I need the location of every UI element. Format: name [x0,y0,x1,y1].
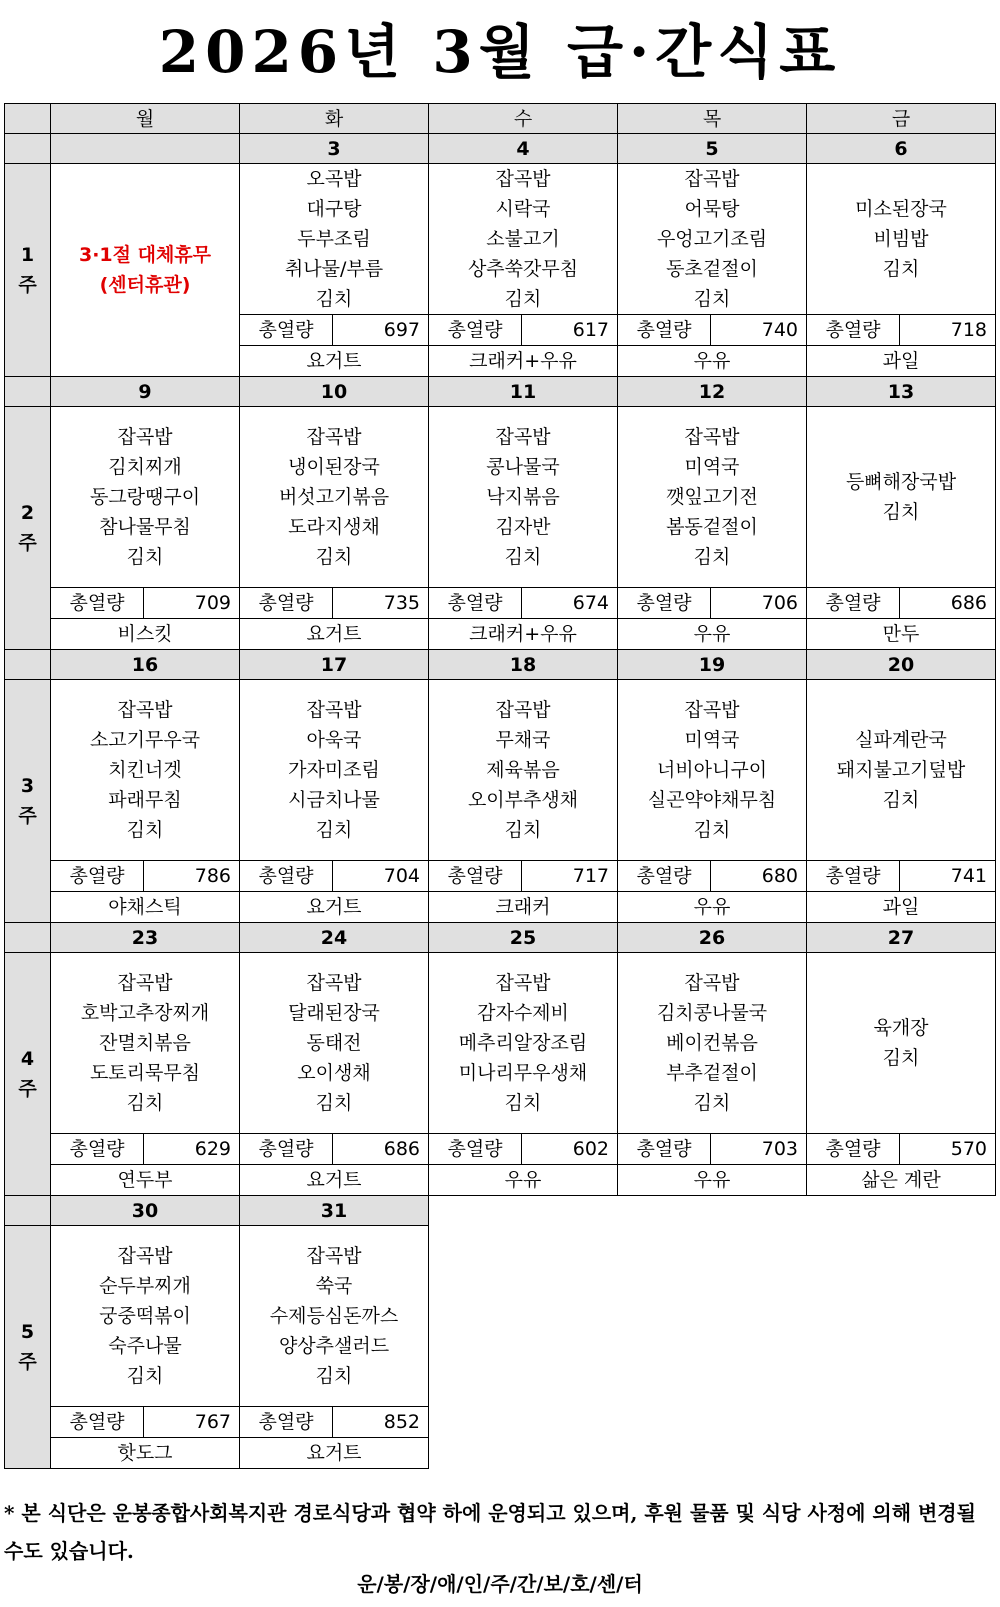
calorie-value: 718 [950,319,987,341]
snack-cell: 크래커+우유 [429,619,618,650]
dish-item: 김치콩나물국 [656,1002,768,1024]
calorie-row [5,588,996,619]
dish-item: 김치 [315,1092,353,1114]
menu-cell [618,680,807,861]
dish-item: 김치 [693,819,731,841]
week-label: 5 주 [5,1226,51,1469]
snack-cell: 핫도그 [51,1438,240,1469]
menu-cell [807,164,996,315]
calorie-value: 697 [383,319,420,341]
dish-item: 상추쑥갓무침 [467,258,579,280]
dish-item: 김치 [504,288,542,310]
snack-cell: 우유 [618,346,807,377]
calorie-cell [51,1407,240,1438]
date-cell: 18 [429,650,618,680]
snack-cell: 요거트 [240,1438,429,1469]
menu-cell [51,1226,240,1407]
dish-item: 잡곡밥 [306,972,362,994]
menu-cell [51,680,240,861]
menu-cell [429,953,618,1134]
dish-item: 잡곡밥 [117,972,173,994]
date-cell: 5 [618,134,807,164]
snack-cell: 우유 [618,892,807,923]
date-row-spacer [5,377,51,407]
dish-item: 버섯고기볶음 [278,486,390,508]
calorie-cell [618,1134,807,1165]
date-cell: 25 [429,923,618,953]
calorie-label: 총열량 [51,588,144,618]
dish-item: 동태전 [306,1032,362,1054]
calorie-cell [807,315,996,346]
dish-item: 동초겉절이 [666,258,758,280]
calorie-pair [429,315,617,345]
calorie-pair [807,315,995,345]
date-cell: 13 [807,377,996,407]
calorie-pair [240,861,428,891]
calorie-value: 786 [194,865,231,887]
calorie-pair [51,861,239,891]
date-row [5,1196,996,1226]
date-cell [51,134,240,164]
dish-item: 김자반 [495,516,551,538]
corner-cell [5,104,51,134]
calorie-pair [618,588,806,618]
calorie-cell [807,861,996,892]
dish-item: 김치 [882,501,920,523]
dish-item: 김치 [315,1365,353,1387]
calorie-value: 680 [761,865,798,887]
date-row-spacer [5,923,51,953]
date-cell: 9 [51,377,240,407]
dish-item: 잡곡밥 [495,699,551,721]
calorie-value: 717 [572,865,609,887]
date-cell: 30 [51,1196,240,1226]
calorie-label: 총열량 [51,1407,144,1437]
day-header: 월 [51,104,240,134]
calorie-pair [240,1407,428,1437]
dish-item: 잡곡밥 [306,426,362,448]
dish-item: 김치 [315,819,353,841]
dish-item: 실곤약야채무침 [647,789,777,811]
snack-cell: 만두 [807,619,996,650]
calorie-pair [429,1134,617,1164]
calorie-pair [240,588,428,618]
menu-cell [240,1226,429,1407]
menu-cell [429,407,618,588]
snack-cell: 요거트 [240,619,429,650]
dish-item: 잡곡밥 [306,699,362,721]
week-label: 1 주 [5,164,51,377]
dish-item: 어묵탕 [684,198,740,220]
calorie-label: 총열량 [807,1134,900,1164]
calorie-cell [429,1134,618,1165]
dish-item: 미역국 [684,729,740,751]
snack-cell: 크래커 [429,892,618,923]
calorie-label: 총열량 [807,588,900,618]
dish-item: 잡곡밥 [495,426,551,448]
calorie-value: 674 [572,592,609,614]
calorie-label: 총열량 [429,861,522,891]
calorie-value: 767 [194,1411,231,1433]
snack-cell: 비스킷 [51,619,240,650]
date-cell: 17 [240,650,429,680]
calorie-cell [240,1134,429,1165]
date-row-spacer [5,1196,51,1226]
menu-row [5,164,996,315]
dish-item: 육개장 [873,1017,929,1039]
dish-item: 잔멸치볶음 [99,1032,191,1054]
calorie-value: 852 [383,1411,420,1433]
week-label: 3 주 [5,680,51,923]
dish-item: 김치 [504,819,542,841]
calorie-label: 총열량 [807,315,900,345]
calorie-cell [429,588,618,619]
dish-item: 대구탕 [306,198,362,220]
calorie-cell [429,315,618,346]
menu-cell [240,953,429,1134]
snack-cell: 요거트 [240,346,429,377]
calorie-cell [51,588,240,619]
dish-item: 김치 [126,1092,164,1114]
day-header: 금 [807,104,996,134]
calorie-cell [618,588,807,619]
calorie-pair [807,1134,995,1164]
dish-item: 소고기무우국 [89,729,201,751]
menu-cell [618,953,807,1134]
calorie-pair [618,315,806,345]
snack-cell: 우유 [618,1165,807,1196]
date-row [5,377,996,407]
calorie-cell [807,1134,996,1165]
dish-item: 무채국 [495,729,551,751]
calorie-cell [240,1407,429,1438]
calorie-cell [618,315,807,346]
date-cell: 12 [618,377,807,407]
calorie-cell [240,315,429,346]
dish-item: 달래된장국 [288,1002,380,1024]
dish-item: 부추겉절이 [666,1062,758,1084]
calorie-value: 629 [194,1138,231,1160]
dish-item: 잡곡밥 [684,426,740,448]
calorie-label: 총열량 [51,1134,144,1164]
calorie-value: 741 [950,865,987,887]
calorie-pair [618,1134,806,1164]
menu-cell [51,953,240,1134]
calorie-value: 740 [761,319,798,341]
dish-item: 잡곡밥 [684,972,740,994]
calorie-label: 총열량 [240,1134,333,1164]
dish-item: 시금치나물 [288,789,380,811]
calorie-label: 총열량 [618,861,711,891]
snack-cell: 우유 [618,619,807,650]
calorie-label: 총열량 [618,1134,711,1164]
empty-cell [429,1196,996,1469]
snack-row [5,892,996,923]
calorie-label: 총열량 [618,315,711,345]
dish-item: 잡곡밥 [495,168,551,190]
dish-item: 오곡밥 [306,168,362,190]
dish-item: 감자수제비 [477,1002,569,1024]
dish-item: 깻잎고기전 [666,486,758,508]
menu-cell [240,680,429,861]
calorie-pair [429,588,617,618]
dish-item: 김치 [693,546,731,568]
dish-item: 잡곡밥 [495,972,551,994]
dish-item: 순두부찌개 [99,1275,191,1297]
date-row [5,134,996,164]
calorie-row [5,1134,996,1165]
menu-row [5,407,996,588]
week-label: 2 주 [5,407,51,650]
dish-item: 숙주나물 [108,1335,182,1357]
dish-item: 미역국 [684,456,740,478]
calorie-label: 총열량 [51,861,144,891]
dish-item: 제육볶음 [486,759,560,781]
calorie-value: 706 [761,592,798,614]
calorie-pair [51,588,239,618]
dish-item: 김치 [693,1092,731,1114]
date-cell: 11 [429,377,618,407]
date-cell: 19 [618,650,807,680]
calorie-label: 총열량 [618,588,711,618]
calorie-value: 686 [950,592,987,614]
dish-item: 잡곡밥 [117,426,173,448]
holiday-cell [51,164,240,377]
menu-row [5,680,996,861]
calorie-label: 총열량 [240,1407,333,1437]
footer-note: * 본 식단은 운봉종합사회복지관 경로식당과 협약 하에 운영되고 있으며, 후원 물품 및 식당 사정에 의해 변경될 수도 있습니다. [4,1501,976,1563]
menu-cell [618,164,807,315]
dish-item: 도토리묵무침 [89,1062,201,1084]
dish-item: 김치 [882,789,920,811]
dish-item: 낙지볶음 [486,486,560,508]
calorie-label: 총열량 [240,588,333,618]
dish-item: 두부조림 [297,228,371,250]
calorie-value: 709 [194,592,231,614]
dish-item: 오이생채 [297,1062,371,1084]
date-cell: 27 [807,923,996,953]
dish-item: 등뼈해장국밥 [845,471,957,493]
dish-item: 김치 [504,1092,542,1114]
calorie-value: 617 [572,319,609,341]
dish-item: 소불고기 [486,228,560,250]
calorie-cell [240,588,429,619]
dish-item: 아욱국 [306,729,362,751]
snack-cell: 야채스틱 [51,892,240,923]
dish-item: 비빔밥 [873,228,929,250]
menu-cell [240,164,429,315]
calorie-cell [51,861,240,892]
dish-item: 김치 [882,258,920,280]
dish-item: 미나리무우생채 [458,1062,588,1084]
menu-cell [51,407,240,588]
dish-item: 쑥국 [315,1275,353,1297]
dish-item: 잡곡밥 [684,699,740,721]
dish-item: 김치 [315,288,353,310]
snack-cell: 과일 [807,892,996,923]
dish-item: 김치 [693,288,731,310]
dish-item: 봄동겉절이 [666,516,758,538]
calorie-label: 총열량 [807,861,900,891]
dish-item: 미소된장국 [855,198,947,220]
date-cell: 26 [618,923,807,953]
date-cell: 10 [240,377,429,407]
calorie-pair [240,1134,428,1164]
dish-item: 너비아니구이 [656,759,768,781]
calorie-pair [51,1407,239,1437]
calorie-cell [51,1134,240,1165]
day-header: 화 [240,104,429,134]
holiday-text: 3·1절 대체휴무 [78,244,212,266]
calorie-pair [51,1134,239,1164]
calorie-pair [807,588,995,618]
menu-cell [429,164,618,315]
dish-item: 시락국 [495,198,551,220]
date-row-spacer [5,650,51,680]
holiday-text: (센터휴관) [99,274,191,296]
dish-item: 잡곡밥 [117,1245,173,1267]
date-row-spacer [5,134,51,164]
calorie-value: 703 [761,1138,798,1160]
dish-item: 냉이된장국 [288,456,380,478]
dish-item: 실파계란국 [855,729,947,751]
meal-schedule-table [4,103,996,1469]
snack-cell: 연두부 [51,1165,240,1196]
day-header: 수 [429,104,618,134]
date-cell: 23 [51,923,240,953]
dish-item: 베이컨볶음 [666,1032,758,1054]
day-header: 목 [618,104,807,134]
dish-item: 우엉고기조림 [656,228,768,250]
dish-item: 오이부추생채 [467,789,579,811]
menu-cell [618,407,807,588]
dish-item: 취나물/부름 [284,258,384,280]
dish-item: 잡곡밥 [117,699,173,721]
date-cell: 3 [240,134,429,164]
dish-item: 양상추샐러드 [278,1335,390,1357]
page-title: 2026년 3월 급·간식표 [158,18,842,86]
calorie-pair [807,861,995,891]
date-cell: 4 [429,134,618,164]
dish-item: 김치 [315,546,353,568]
snack-cell: 우유 [429,1165,618,1196]
dish-item: 돼지불고기덮밥 [836,759,966,781]
menu-cell [240,407,429,588]
dish-item: 참나물무침 [99,516,191,538]
dish-item: 김치 [126,1365,164,1387]
calorie-cell [240,861,429,892]
day-header-row [5,104,996,134]
menu-cell [429,680,618,861]
menu-cell [807,953,996,1134]
calorie-pair [240,315,428,345]
date-row [5,650,996,680]
calorie-label: 총열량 [240,861,333,891]
date-cell: 24 [240,923,429,953]
dish-item: 콩나물국 [486,456,560,478]
calorie-value: 735 [383,592,420,614]
week-label: 4 주 [5,953,51,1196]
dish-item: 메추리알장조림 [458,1032,588,1054]
dish-item: 잡곡밥 [306,1245,362,1267]
calorie-cell [618,861,807,892]
date-cell: 16 [51,650,240,680]
organization-name: 운/봉/장/애/인/주/간/보/호/센/터 [357,1572,643,1596]
dish-item: 가자미조림 [288,759,380,781]
dish-item: 파래무침 [108,789,182,811]
calorie-label: 총열량 [429,315,522,345]
date-cell: 20 [807,650,996,680]
calorie-row [5,861,996,892]
menu-cell [807,407,996,588]
snack-cell: 삶은 계란 [807,1165,996,1196]
dish-item: 김치 [126,819,164,841]
dish-item: 김치찌개 [108,456,182,478]
calorie-cell [429,861,618,892]
calorie-value: 570 [950,1138,987,1160]
snack-row [5,1165,996,1196]
dish-item: 김치 [504,546,542,568]
snack-cell: 크래커+우유 [429,346,618,377]
calorie-label: 총열량 [429,588,522,618]
snack-row [5,619,996,650]
dish-item: 잡곡밥 [684,168,740,190]
dish-item: 도라지생채 [288,516,380,538]
snack-cell: 요거트 [240,1165,429,1196]
date-cell: 31 [240,1196,429,1226]
dish-item: 수제등심돈까스 [269,1305,399,1327]
calorie-label: 총열량 [240,315,333,345]
date-cell: 6 [807,134,996,164]
calorie-value: 602 [572,1138,609,1160]
menu-cell [807,680,996,861]
calorie-label: 총열량 [429,1134,522,1164]
dish-item: 김치 [882,1047,920,1069]
date-row [5,923,996,953]
dish-item: 치킨너겟 [108,759,182,781]
snack-cell: 과일 [807,346,996,377]
dish-item: 궁중떡볶이 [99,1305,191,1327]
dish-item: 호박고추장찌개 [80,1002,210,1024]
snack-cell: 요거트 [240,892,429,923]
calorie-value: 686 [383,1138,420,1160]
calorie-pair [429,861,617,891]
calorie-pair [618,861,806,891]
dish-item: 김치 [126,546,164,568]
dish-item: 동그랑땡구이 [89,486,201,508]
calorie-cell [807,588,996,619]
calorie-value: 704 [383,865,420,887]
menu-row [5,953,996,1134]
